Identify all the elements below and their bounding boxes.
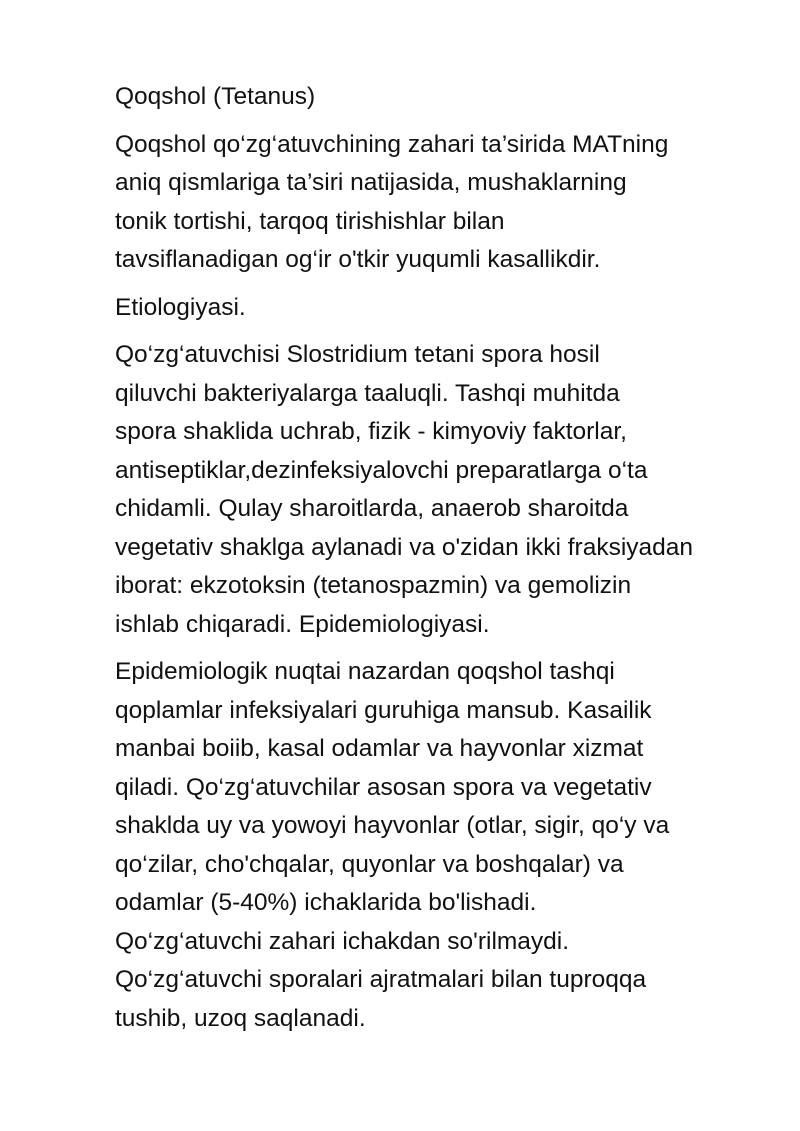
document-title: Qoqshol (Tetanus) xyxy=(115,83,316,110)
document-body xyxy=(115,78,765,1047)
definition-paragraph: Qoqshol qo‘zg‘atuvchining zahari ta’sirida MATning aniq qismlariga ta’siri natijasida, mushaklarning tonik tortishi, tarqoq tirishishlar bilan tavsiflanadigan og‘ir o'tkir yuqumli kasallikdir. xyxy=(115,130,669,273)
etiology-paragraph: Qo‘zg‘atuvchisi Slostridium tetani spora hosil qiluvchi bakteriyalarga taaluqli. Tashqi muhitda spora shaklida uchrab, fizik - kimyoviy faktorlar, antiseptiklar,dezinfeksiyalovchi preparatlarga o‘ta chidamli. Qulay sharoitlarda, anaerob sharoitda vegetativ shaklga aylanadi va o'zidan ikki fraksiyadan iborat: ekzotoksin (tetanospazmin) va gemolizin ishlab chiqaradi. Epidemiologiyasi. xyxy=(115,341,694,638)
epidemiology-paragraph: Epidemiologik nuqtai nazardan qoqshol tashqi qoplamlar infeksiyalari guruhiga mansub. Kasailik manbai boiib, kasal odamlar va hayvonlar xizmat qiladi. Qo‘zg‘atuvchilar asosan spora va vegetativ shaklda uy va yowoyi hayvonlar (otlar, sigir, qo‘y va qo‘zilar, cho'chqalar, quyonlar va boshqalar) va odamlar (5-40%) ichaklarida bo'lishadi. Qo‘zg‘atuvchi zahari ichakdan so'rilmaydi. Qo‘zg‘atuvchi sporalari ajratmalari bilan tuproqqa tushib, uzoq saqlanadi. xyxy=(115,658,670,1032)
etiology-heading: Etiologiyasi. xyxy=(115,293,246,321)
